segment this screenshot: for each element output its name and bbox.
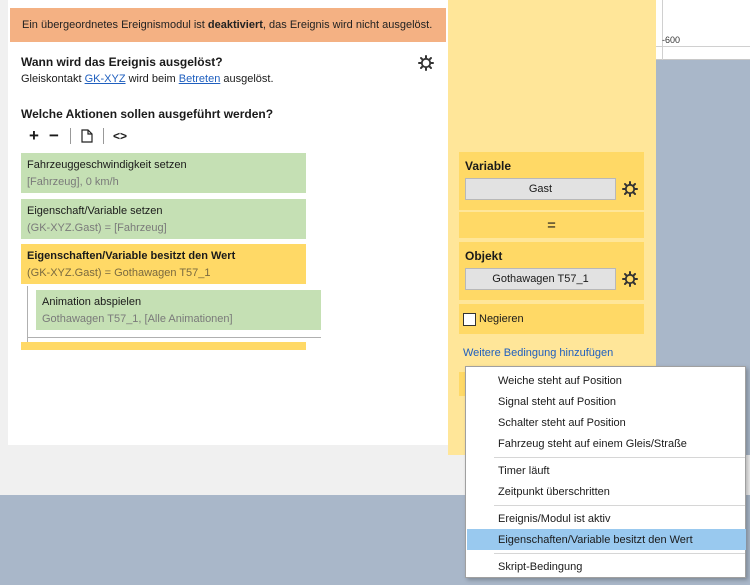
- add-condition-link[interactable]: Weitere Bedingung hinzufügen: [463, 347, 614, 359]
- warning-bold: deaktiviert: [207, 19, 263, 31]
- ruler-tick: [662, 0, 663, 60]
- action-item[interactable]: [21, 199, 306, 239]
- actions-heading: Welche Aktionen sollen ausgeführt werden?: [21, 107, 274, 121]
- action-title: Eigenschaft/Variable setzen: [27, 205, 163, 217]
- menu-item-variable-has-value[interactable]: Eigenschaften/Variable besitzt den Wert: [467, 529, 746, 550]
- trigger-description: [21, 73, 274, 85]
- trigger-settings-gear-icon[interactable]: [418, 55, 434, 71]
- warning-text: Ein übergeordnetes Ereignismodul ist: [22, 19, 208, 31]
- ruler-label: -600: [662, 35, 681, 45]
- toolbar-divider: [70, 128, 71, 144]
- trigger-text: Gleiskontakt: [21, 73, 85, 85]
- menu-item-script-condition[interactable]: Skript-Bedingung: [498, 560, 583, 573]
- action-title: Fahrzeuggeschwindigkeit setzen: [27, 159, 187, 171]
- menu-item-time-passed[interactable]: Zeitpunkt überschritten: [498, 485, 610, 498]
- menu-item-toggle-position[interactable]: Schalter steht auf Position: [498, 416, 626, 429]
- menu-separator: [494, 553, 745, 554]
- operator-section[interactable]: [459, 212, 644, 238]
- condition-block-end: [21, 342, 306, 350]
- map-ruler: [656, 0, 750, 60]
- variable-field[interactable]: Gast: [465, 178, 616, 200]
- menu-separator: [494, 505, 745, 506]
- nesting-line-end: [27, 337, 321, 338]
- menu-item-switch-position[interactable]: Weiche steht auf Position: [498, 374, 622, 387]
- variable-settings-gear-icon[interactable]: [622, 181, 638, 197]
- object-label: Objekt: [465, 249, 503, 263]
- negate-label: Negieren: [479, 313, 524, 325]
- negate-checkbox-row[interactable]: [459, 304, 644, 334]
- action-subtitle: (GK-XYZ.Gast) = [Fahrzeug]: [27, 222, 167, 234]
- equals-operator: =: [547, 216, 556, 234]
- condition-action-item[interactable]: [21, 244, 306, 284]
- action-subtitle: (GK-XYZ.Gast) = Gothawagen T57_1: [27, 267, 211, 279]
- negate-section: [459, 304, 644, 334]
- add-action-button[interactable]: +: [29, 126, 39, 145]
- trigger-heading: Wann wird das Ereignis ausgelöst?: [21, 55, 223, 69]
- event-type-link[interactable]: Betreten: [178, 73, 221, 85]
- menu-item-vehicle-on-track[interactable]: Fahrzeug steht auf einem Gleis/Straße: [498, 437, 687, 450]
- menu-item-module-active[interactable]: Ereignis/Modul ist aktiv: [498, 512, 611, 525]
- nested-action-item[interactable]: [36, 290, 321, 330]
- code-view-button[interactable]: <>: [112, 129, 127, 143]
- menu-separator: [494, 457, 745, 458]
- trigger-text-mid: wird beim: [125, 73, 179, 85]
- action-subtitle: [Fahrzeug], 0 km/h: [27, 176, 119, 188]
- menu-item-signal-position[interactable]: Signal steht auf Position: [498, 395, 617, 408]
- action-item[interactable]: [21, 153, 306, 193]
- action-title: Animation abspielen: [42, 296, 142, 308]
- action-title: Eigenschaften/Variable besitzt den Wert: [27, 250, 236, 262]
- nesting-line: [27, 286, 28, 342]
- action-subtitle: Gothawagen T57_1, [Alle Animationen]: [42, 313, 233, 325]
- object-section: [459, 242, 644, 300]
- negate-checkbox[interactable]: [463, 313, 476, 326]
- condition-context-menu: [465, 366, 746, 578]
- menu-item-timer-running[interactable]: Timer läuft: [498, 464, 550, 477]
- variable-label: Variable: [465, 159, 512, 173]
- copy-document-icon[interactable]: [77, 126, 97, 146]
- object-field[interactable]: Gothawagen T57_1: [465, 268, 616, 290]
- ruler-line: [656, 46, 750, 47]
- remove-action-button[interactable]: −: [49, 126, 59, 145]
- contact-link[interactable]: GK-XYZ: [84, 73, 126, 85]
- toolbar-divider: [103, 128, 104, 144]
- actions-toolbar: [24, 126, 130, 146]
- object-settings-gear-icon[interactable]: [622, 271, 638, 287]
- variable-section: [459, 152, 644, 210]
- trigger-text-end: ausgelöst.: [220, 73, 274, 85]
- warning-text-end: , das Ereignis wird nicht ausgelöst.: [262, 19, 433, 31]
- deactivated-warning: [10, 8, 446, 42]
